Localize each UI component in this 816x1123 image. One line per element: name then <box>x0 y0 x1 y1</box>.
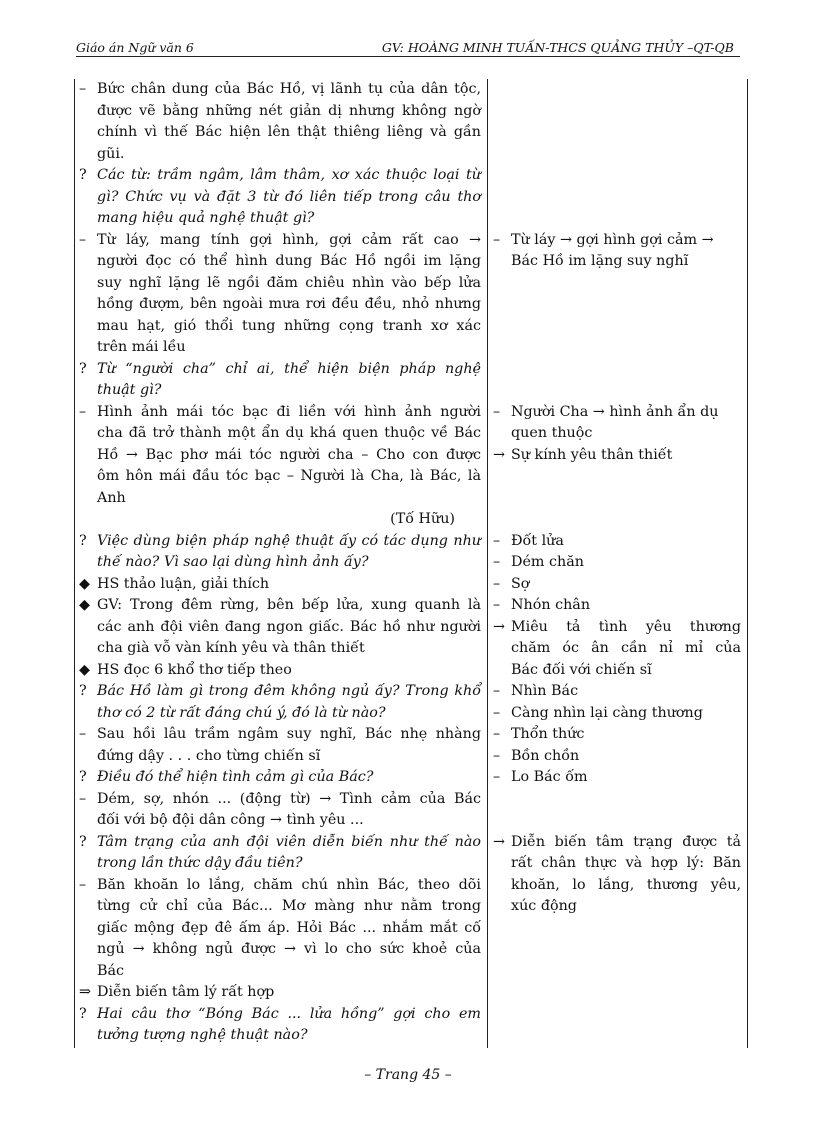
bullet-marker: ? <box>79 167 87 183</box>
line-text: Hồ → Bạc phơ mái tóc người cha – Cho con được <box>97 446 481 463</box>
bullet-marker: ⇒ <box>79 984 91 1000</box>
text-line <box>79 1025 481 1047</box>
line-text: HS thảo luận, giải thích <box>97 575 270 592</box>
answer-line <box>493 574 741 596</box>
line-text <box>511 337 741 359</box>
text-line <box>79 488 481 510</box>
line-text <box>511 789 741 811</box>
bullet-marker: – <box>79 790 87 807</box>
text-line <box>79 273 481 295</box>
text-line <box>79 939 481 961</box>
text-line <box>79 122 481 144</box>
answer-line <box>493 531 741 553</box>
text-line <box>79 445 481 467</box>
answer-line <box>493 466 741 488</box>
answer-line <box>493 767 741 789</box>
line-text: cha đã trở thành một ẩn dụ khá quen thuộc về Bác <box>97 425 481 441</box>
line-text: giấc mộng đẹp đê ấm áp. Hỏi Bác ... nhắm mắt cố <box>97 919 481 936</box>
answer-line <box>493 79 741 101</box>
text-line <box>79 402 481 424</box>
answer-line <box>493 488 741 510</box>
bullet-marker: → <box>493 446 505 463</box>
answer-line <box>493 746 741 768</box>
bullet-marker: – <box>79 726 87 742</box>
text-line <box>79 208 481 230</box>
bullet-marker: – <box>493 704 501 721</box>
text-line <box>79 638 481 660</box>
line-text: quen thuộc <box>511 425 593 441</box>
citation: (Tố Hữu) <box>390 511 455 527</box>
answer-line <box>493 165 741 187</box>
line-text: thơ có 2 từ rất đáng chú ý, đó là từ nào? <box>97 704 386 721</box>
line-text: Sự kính yêu thân thiết <box>511 446 673 463</box>
answer-line <box>493 294 741 316</box>
line-text: Bác Hồ im lặng suy nghĩ <box>511 253 689 269</box>
answer-line <box>493 617 741 639</box>
line-text: Từ “người cha” chỉ ai, thể hiện biện pháp nghệ <box>97 360 481 377</box>
line-text: hồng đượm, bên ngoài mưa rơi đều đều, nhỏ nhưng <box>97 296 481 312</box>
line-text: Sau hồi lâu trầm ngâm suy nghĩ, Bác nhẹ nhàng <box>97 726 481 742</box>
bullet-marker: → <box>493 618 505 635</box>
answer-line <box>493 359 741 381</box>
line-text <box>511 488 741 510</box>
bullet-marker: – <box>79 81 87 97</box>
text-line <box>79 875 481 897</box>
bullet-marker: – <box>79 231 87 248</box>
line-text: trong lần thức dậy đầu tiên? <box>97 855 303 871</box>
line-text <box>511 316 741 338</box>
line-text: tưởng tượng nghệ thuật nào? <box>97 1027 308 1043</box>
bullet-marker: – <box>493 403 501 420</box>
line-text: các anh đội viên đang ngon giấc. Bác hồ như người <box>97 618 481 635</box>
line-text: thế nào? Vì sao lại dùng hình ảnh ấy? <box>97 554 369 570</box>
bullet-marker: ◆ <box>79 661 90 678</box>
bullet-marker: – <box>493 575 501 592</box>
text-line <box>79 767 481 789</box>
text-line <box>79 703 481 725</box>
line-text: Bác Hồ làm gì trong đêm không ngủ ấy? Trong khổ <box>97 683 481 699</box>
line-text: Người Cha → hình ảnh ẩn dụ <box>511 403 719 420</box>
text-line <box>79 251 481 273</box>
answer-line <box>493 595 741 617</box>
text-line <box>79 832 481 854</box>
line-text <box>511 273 741 295</box>
answer-line <box>493 187 741 209</box>
text-line <box>79 961 481 983</box>
bullet-marker: – <box>493 726 501 742</box>
line-text <box>511 101 741 123</box>
line-text: Diễn biến tâm trạng được tả <box>511 833 741 850</box>
line-text: đứng dậy . . . cho từng chiến sĩ <box>97 747 321 764</box>
bullet-marker: – <box>493 597 501 613</box>
text-line <box>79 531 481 553</box>
text-line <box>79 101 481 123</box>
line-text: suy nghĩ lặng lẽ ngồi đăm chiêu nhìn vào bếp lửa <box>97 274 481 291</box>
answer-line <box>493 703 741 725</box>
text-line <box>79 79 481 101</box>
text-line <box>79 896 481 918</box>
bullet-marker: – <box>79 403 87 420</box>
page-number: – Trang 45 – <box>364 1067 452 1083</box>
lesson-table <box>74 79 748 1048</box>
text-line <box>79 165 481 187</box>
line-text: Bác <box>97 962 125 979</box>
column-divider <box>487 79 488 1048</box>
line-text <box>511 144 741 166</box>
line-text: rất chân thực và hợp lý: Băn <box>511 855 741 871</box>
line-text: Dém, sợ, nhón ... (động từ) → Tình cảm của Bác <box>97 790 481 807</box>
answer-line <box>493 681 741 703</box>
bullet-marker: → <box>493 833 505 850</box>
text-line <box>79 982 481 1004</box>
answer-line <box>493 122 741 144</box>
answer-line <box>493 875 741 897</box>
text-line <box>79 681 481 703</box>
answer-line <box>493 230 741 252</box>
line-text: Băn khoăn lo lắng, chăm chú nhìn Bác, theo dõi <box>97 876 481 893</box>
line-text: được vẽ bằng những nét giản dị nhưng không ngờ <box>97 102 481 119</box>
answer-line <box>493 810 741 832</box>
text-line <box>79 337 481 359</box>
bullet-marker: ? <box>79 1005 87 1022</box>
line-text: Bức chân dung của Bác Hồ, vị lãnh tụ của dân tộc, <box>97 81 481 97</box>
answer-line <box>493 789 741 811</box>
text-line <box>79 746 481 768</box>
line-text <box>511 810 741 832</box>
text-line <box>79 789 481 811</box>
text-line <box>79 660 481 682</box>
text-line <box>79 552 481 574</box>
line-text: GV: Trong đêm rừng, bên bếp lửa, xung quanh là <box>97 597 481 613</box>
line-text: trên mái lều <box>97 339 186 355</box>
line-text <box>511 122 741 144</box>
line-text: xúc động <box>511 898 577 914</box>
answer-line <box>493 552 741 574</box>
text-line <box>79 423 481 445</box>
answer-line <box>493 337 741 359</box>
answer-line <box>493 380 741 402</box>
page-header <box>76 38 740 57</box>
answer-line <box>493 423 741 445</box>
line-text: Miêu tả tình yêu thương <box>511 618 741 635</box>
line-text: Bác đối với chiến sĩ <box>511 661 652 678</box>
text-line <box>79 359 481 381</box>
text-line <box>79 316 481 338</box>
line-text: HS đọc 6 khổ thơ tiếp theo <box>97 661 292 678</box>
text-line <box>79 294 481 316</box>
line-text <box>511 294 741 316</box>
answer-line <box>493 144 741 166</box>
answer-line <box>493 724 741 746</box>
bullet-marker: ? <box>79 683 87 699</box>
line-text: Tâm trạng của anh đội viên diễn biến như thế nào <box>97 833 481 850</box>
bullet-marker: – <box>79 876 87 893</box>
line-text: Điều đó thể hiện tình cảm gì của Bác? <box>97 769 374 785</box>
line-text: người đọc có thể hình dung Bác Hồ ngồi im lặng <box>97 253 481 269</box>
bullet-marker: ◆ <box>79 575 90 592</box>
line-text <box>511 466 741 488</box>
text-line <box>79 574 481 596</box>
line-text: cha già vỗ vàn kính yêu và thân thiết <box>97 640 365 656</box>
answer-line <box>493 638 741 660</box>
text-line <box>79 144 481 166</box>
line-text: từng cử chỉ của Bác... Mơ màng như nằm trong <box>97 898 481 914</box>
line-text: chính vì thế Bác hiện lên thật thiêng liêng và gần <box>97 124 481 140</box>
bullet-marker: – <box>493 532 501 549</box>
line-text <box>511 509 741 531</box>
line-text <box>511 79 741 101</box>
activities-column <box>79 79 481 1047</box>
line-text <box>511 165 741 187</box>
text-line <box>79 724 481 746</box>
line-text: Bồn chồn <box>511 747 580 764</box>
answer-line <box>493 251 741 273</box>
line-text <box>511 208 741 230</box>
text-line <box>79 918 481 940</box>
line-text: khoăn, lo lắng, thương yêu, <box>511 876 741 893</box>
bullet-marker: – <box>493 747 501 764</box>
bullet-marker: – <box>493 683 501 699</box>
answer-line <box>493 853 741 875</box>
line-text: ngủ → không ngủ được → vì lo cho sức khoẻ của <box>97 941 481 957</box>
content-column <box>493 79 741 918</box>
answer-line <box>493 101 741 123</box>
line-text: Càng nhìn lại càng thương <box>511 704 703 721</box>
line-text: Lo Bác ốm <box>511 769 588 785</box>
text-line <box>79 810 481 832</box>
answer-line <box>493 445 741 467</box>
line-text: thuật gì? <box>97 382 162 398</box>
bullet-marker: – <box>493 231 501 248</box>
line-text <box>511 187 741 209</box>
line-text: mau hạt, gió thổi tung những cọng tranh xơ xác <box>97 317 481 334</box>
line-text: Hai câu thơ “Bóng Bác ... lửa hồng” gợi cho em <box>97 1005 481 1022</box>
text-line <box>79 617 481 639</box>
answer-line <box>493 509 741 531</box>
text-line <box>79 595 481 617</box>
line-text: Từ láy, mang tính gợi hình, gợi cảm rất cao → <box>97 231 481 248</box>
line-text: Đốt lửa <box>511 532 564 549</box>
bullet-marker: ◆ <box>79 597 90 613</box>
line-text: Anh <box>97 489 126 506</box>
line-text: Từ láy → gợi hình gợi cảm → <box>511 231 714 248</box>
line-text <box>511 380 741 402</box>
bullet-marker: ? <box>79 532 87 549</box>
line-text: gì? Chức vụ và đặt 3 từ đó liên tiếp trong câu thơ <box>97 188 481 205</box>
answer-line <box>493 316 741 338</box>
line-text <box>511 359 741 381</box>
line-text: Nhón chân <box>511 597 591 613</box>
line-text: đối với bộ đội dân công → tình yêu ... <box>97 812 364 828</box>
answer-line <box>493 208 741 230</box>
bullet-marker: ? <box>79 360 87 377</box>
text-line <box>79 230 481 252</box>
bullet-marker: – <box>493 554 501 570</box>
line-text: mang hiệu quả nghệ thuật gì? <box>97 210 315 226</box>
text-line <box>79 853 481 875</box>
line-text: Thổn thức <box>511 726 585 742</box>
answer-line <box>493 273 741 295</box>
answer-line <box>493 896 741 918</box>
line-text: Hình ảnh mái tóc bạc đi liền với hình ảnh người <box>97 403 481 420</box>
line-text: gũi. <box>97 145 125 162</box>
line-text: Nhìn Bác <box>511 683 579 699</box>
answer-line <box>493 832 741 854</box>
text-line <box>79 509 481 531</box>
line-text: ôm hôn mái đầu tóc bạc – Người là Cha, là Bác, là <box>97 468 481 484</box>
text-line <box>79 466 481 488</box>
text-line <box>79 187 481 209</box>
answer-line <box>493 402 741 424</box>
line-text: Dém chăn <box>511 554 584 570</box>
text-line <box>79 380 481 402</box>
line-text: Sợ <box>511 575 530 592</box>
header-teacher: GV: HOÀNG MINH TUẤN-THCS QUẢNG THỦY –QT-QB <box>381 40 734 55</box>
line-text: Việc dùng biện pháp nghệ thuật ấy có tác dụng như <box>97 532 481 549</box>
bullet-marker: – <box>493 769 501 785</box>
bullet-marker: ? <box>79 769 87 785</box>
text-line <box>79 1004 481 1026</box>
line-text: Diễn biến tâm lý rất hợp <box>97 984 275 1000</box>
header-subject: Giáo án Ngữ văn 6 <box>76 40 194 55</box>
answer-line <box>493 660 741 682</box>
line-text: Các từ: trầm ngâm, lâm thâm, xơ xác thuộc loại từ <box>97 167 481 183</box>
bullet-marker: ? <box>79 833 87 850</box>
line-text: chăm óc ân cần nỉ mỉ của <box>511 640 741 656</box>
